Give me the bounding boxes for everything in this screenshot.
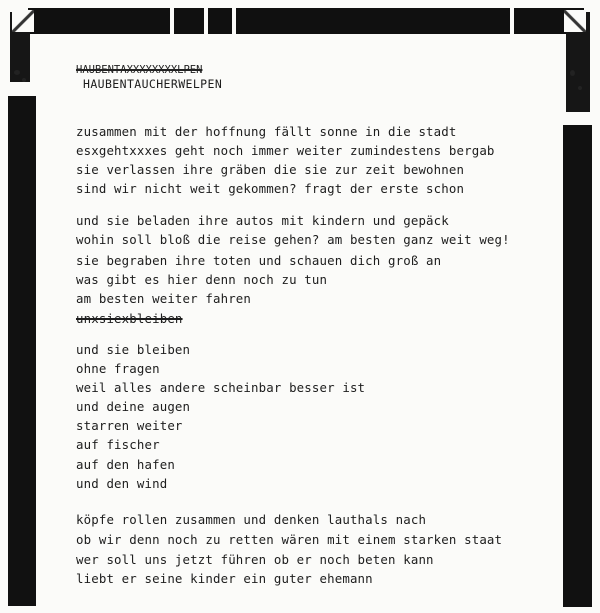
speckle (14, 70, 20, 75)
struck-poem-line: unxsiexbleiben (76, 311, 183, 326)
corner-mark-top-right (564, 10, 586, 32)
scan-border-gap (232, 8, 236, 34)
struck-title: HAUBENTAXXXXXXXXLPEN (76, 64, 203, 76)
speckle (570, 70, 575, 76)
scan-border-gap (170, 8, 174, 34)
poem-line: am besten weiter fahren (76, 291, 252, 306)
poem-line-with-strikeout: esxgehtxxxes geht noch immer weiter zumindestens bergab (76, 143, 495, 158)
poem-line: wohin soll bloß die reise gehen? am besten ganz weit weg! (76, 232, 510, 247)
poem-line: sind wir nicht weit gekommen? fragt der erste schon (76, 181, 465, 196)
scan-border-right (563, 125, 592, 607)
corner-mark-top-left (12, 10, 34, 32)
scan-border-gap (510, 8, 514, 34)
poem-title: HAUBENTAUCHERWELPEN (83, 77, 223, 91)
scan-border-gap (204, 8, 208, 34)
poem-line: weil alles andere scheinbar besser ist (76, 380, 366, 395)
scan-border-top (28, 8, 584, 34)
poem-line: starren weiter (76, 418, 183, 433)
poem-line: sie begraben ihre toten und schauen dich groß an (76, 253, 442, 268)
poem-line: ohne fragen (76, 361, 160, 376)
poem-line: ob wir denn noch zu retten wären mit einem starken staat (76, 532, 503, 547)
poem-line: und den wind (76, 476, 168, 491)
poem-line: liebt er seine kinder ein guter ehemann (76, 571, 373, 586)
poem-line: was gibt es hier denn noch zu tun (76, 272, 328, 287)
poem-line: köpfe rollen zusammen und denken lauthals nach (76, 512, 427, 527)
poem-line: wer soll uns jetzt führen ob er noch beten kann (76, 552, 434, 567)
poem-line: auf fischer (76, 437, 160, 452)
poem-line: zusammen mit der hoffnung fällt sonne in die stadt (76, 124, 457, 139)
poem-line: auf den hafen (76, 457, 175, 472)
poem-line: und sie beladen ihre autos mit kindern und gepäck (76, 213, 449, 228)
poem-line: und deine augen (76, 399, 191, 414)
poem-line: sie verlassen ihre gräben die sie zur zeit bewohnen (76, 162, 465, 177)
scan-border-left (8, 96, 36, 606)
speckle (578, 86, 582, 90)
poem-line: und sie bleiben (76, 342, 191, 357)
speckle (22, 78, 26, 82)
